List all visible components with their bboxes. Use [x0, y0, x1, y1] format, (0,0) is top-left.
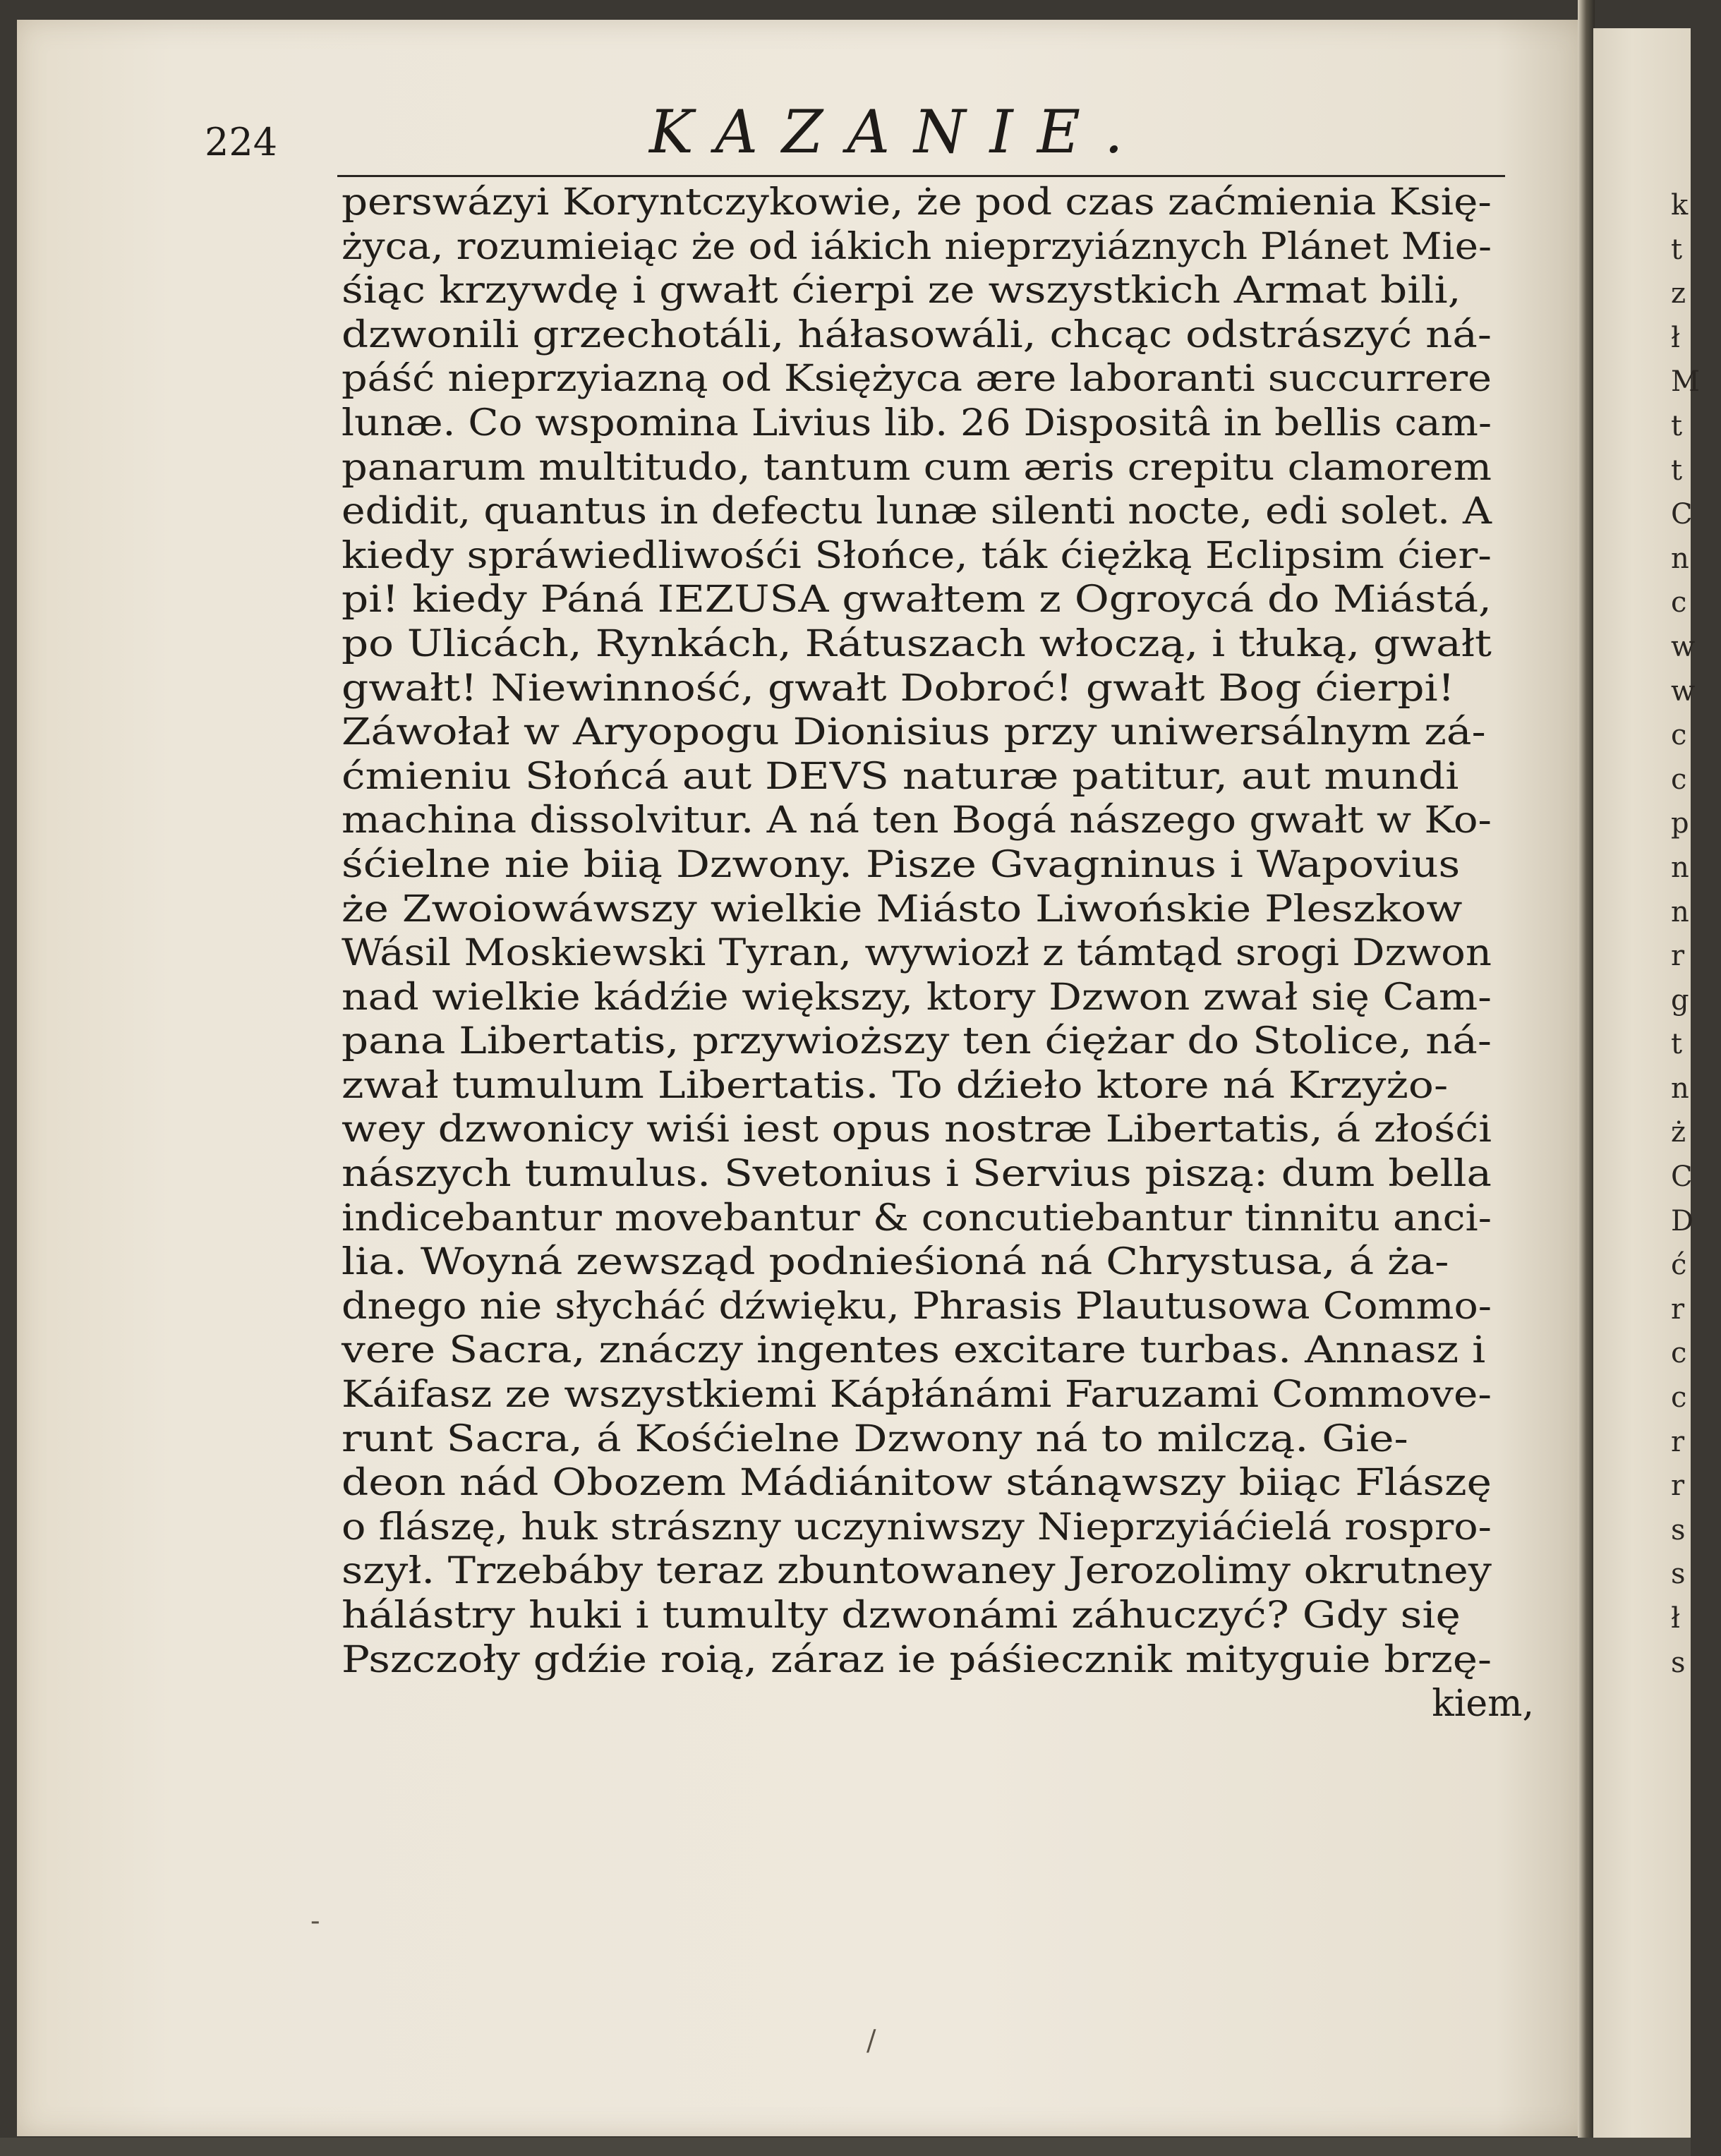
facing-page-letter: ł: [1671, 1602, 1680, 1635]
facing-page-letter: ć: [1671, 1249, 1687, 1282]
facing-page-letter: s: [1671, 1646, 1686, 1679]
text-line: perswázyi Koryntczykowie, że pod czas zaćmienia Księ-: [342, 181, 1492, 224]
text-line: deon nád Obozem Mádiánitow stánąwszy biiąc Flászę: [342, 1462, 1492, 1505]
body-text: [342, 181, 1541, 1726]
facing-page-letter: z: [1671, 277, 1686, 310]
text-line: dzwonili grzechotáli, háłasowáli, chcąc odstrászyć ná-: [342, 313, 1492, 356]
facing-page-letter: t: [1671, 1028, 1683, 1061]
text-line: szył. Trzebáby teraz zbuntowaney Jerozolimy okrutney: [342, 1550, 1492, 1593]
facing-page-letter: c: [1671, 1381, 1687, 1415]
page-mark: -: [310, 1905, 320, 1937]
facing-page-letter: ż: [1671, 1116, 1686, 1149]
facing-page-letter: r: [1671, 940, 1685, 973]
facing-page-letter: n: [1671, 851, 1689, 884]
text-line: dnego nie słycháć dźwięku, Phrasis Plautusowa Commo-: [342, 1285, 1492, 1328]
text-line: Pszczoły gdźie roią, záraz ie páśiecznik mityguie brzę-: [342, 1638, 1492, 1681]
page-mark: /: [866, 2025, 876, 2057]
facing-page-letter: M: [1671, 365, 1700, 399]
facing-page-letter: c: [1671, 719, 1687, 752]
text-line: wey dzwonicy wiśi iest opus nostræ Libertatis, á złośći: [342, 1108, 1492, 1151]
text-line: lunæ. Co wspomina Livius lib. 26 Dispositâ in bellis cam-: [342, 401, 1492, 444]
facing-page-letter: w: [1671, 674, 1696, 708]
facing-page-letter: c: [1671, 586, 1687, 619]
text-line: zwał tumulum Libertatis. To dźieło ktore ná Krzyżo-: [342, 1064, 1449, 1107]
text-line: vere Sacra, znáczy ingentes excitare turbas. Annasz i: [342, 1329, 1486, 1372]
text-line: páść nieprzyiazną od Księżyca ære laboranti succurrere: [342, 358, 1492, 401]
facing-page-letter: n: [1671, 1072, 1689, 1105]
facing-page-letter: t: [1671, 233, 1683, 266]
text-line: Záwołał w Aryopogu Dionisius przy uniwersálnym zá-: [342, 711, 1486, 754]
facing-page-letter: ł: [1671, 321, 1680, 354]
facing-page-letter: w: [1671, 630, 1696, 663]
text-line: machina dissolvitur. A ná ten Bogá nászego gwałt w Ko-: [342, 799, 1492, 842]
text-line: życa, rozumieiąc że od iákich nieprzyiáznych Plánet Mie-: [342, 225, 1492, 268]
facing-page-letter: c: [1671, 763, 1687, 796]
text-line: kiedy spráwiedliwośći Słońce, ták ćiężką Eclipsim ćier-: [342, 534, 1492, 577]
text-line: nad wielkie kádźie większy, ktory Dzwon zwał się Cam-: [342, 976, 1492, 1019]
facing-page-letter: s: [1671, 1558, 1686, 1591]
text-line: o flászę, huk strászny uczyniwszy Nieprzyiáćielá rospro-: [342, 1506, 1492, 1549]
text-line: runt Sacra, á Kośćielne Dzwony ná to milczą. Gie-: [342, 1417, 1408, 1460]
facing-page-letter: C: [1671, 498, 1693, 531]
text-line: ćmieniu Słońcá aut DEVS naturæ patitur, aut mundi: [342, 755, 1459, 798]
facing-page-letter: t: [1671, 454, 1683, 487]
text-line: nászych tumulus. Svetonius i Servius piszą: dum bella: [342, 1153, 1492, 1196]
text-line: edidit, quantus in defectu lunæ silenti nocte, edi solet. A: [342, 490, 1492, 533]
facing-page-letter: g: [1671, 983, 1689, 1017]
text-line: panarum multitudo, tantum cum æris crepitu clamorem: [342, 446, 1492, 489]
text-line: Wásil Moskiewski Tyran, wywiozł z támtąd srogi Dzwon: [342, 932, 1492, 975]
facing-page-letter: k: [1671, 189, 1689, 222]
facing-page-letter: p: [1671, 807, 1689, 840]
text-line: że Zwoiowáwszy wielkie Miásto Liwońskie Pleszkow: [342, 888, 1463, 931]
facing-page-letter: c: [1671, 1337, 1687, 1370]
catchword: kiem,: [1432, 1683, 1534, 1726]
text-line: indicebantur movebantur & concutiebantur tinnitu anci-: [342, 1197, 1492, 1240]
text-line: po Ulicách, Rynkách, Rátuszach włoczą, i tłuką, gwałt: [342, 622, 1492, 665]
page-number: 224: [205, 120, 278, 164]
facing-page-text: [1671, 183, 1700, 1685]
text-line: pana Libertatis, przywioższy ten ćiężar do Stolice, ná-: [342, 1020, 1492, 1063]
facing-page-letter: C: [1671, 1161, 1693, 1194]
facing-page-letter: r: [1671, 1292, 1685, 1326]
text-line: Káifasz ze wszystkiemi Kápłánámi Faruzami Commove-: [342, 1374, 1492, 1417]
facing-page-letter: n: [1671, 895, 1689, 928]
text-line: śćielne nie biią Dzwony. Pisze Gvagninus i Wapovius: [342, 843, 1461, 886]
text-line: lia. Woyná zewsząd podnieśioná ná Chrystusa, á ża-: [342, 1241, 1449, 1284]
text-line: śiąc krzywdę i gwałt ćierpi ze wszystkich Armat bili,: [342, 270, 1461, 313]
facing-page-letter: t: [1671, 409, 1683, 442]
facing-page-letter: r: [1671, 1470, 1685, 1503]
facing-page-letter: s: [1671, 1513, 1686, 1546]
head-rule: [337, 175, 1505, 177]
text-line: hálástry huki i tumulty dzwonámi záhuczyć? Gdy się: [342, 1594, 1461, 1637]
text-line: gwałt! Niewinność, gwałt Dobroć! gwałt Bog ćierpi!: [342, 667, 1455, 710]
running-head: KAZANIE.: [649, 97, 1147, 166]
facing-page-letter: n: [1671, 542, 1689, 575]
page-shadow: [0, 2138, 1691, 2156]
facing-page-letter: r: [1671, 1425, 1685, 1458]
text-line: pi! kiedy Páná IEZUSA gwałtem z Ogroycá do Miástá,: [342, 579, 1492, 622]
facing-page-letter: D: [1671, 1204, 1694, 1237]
